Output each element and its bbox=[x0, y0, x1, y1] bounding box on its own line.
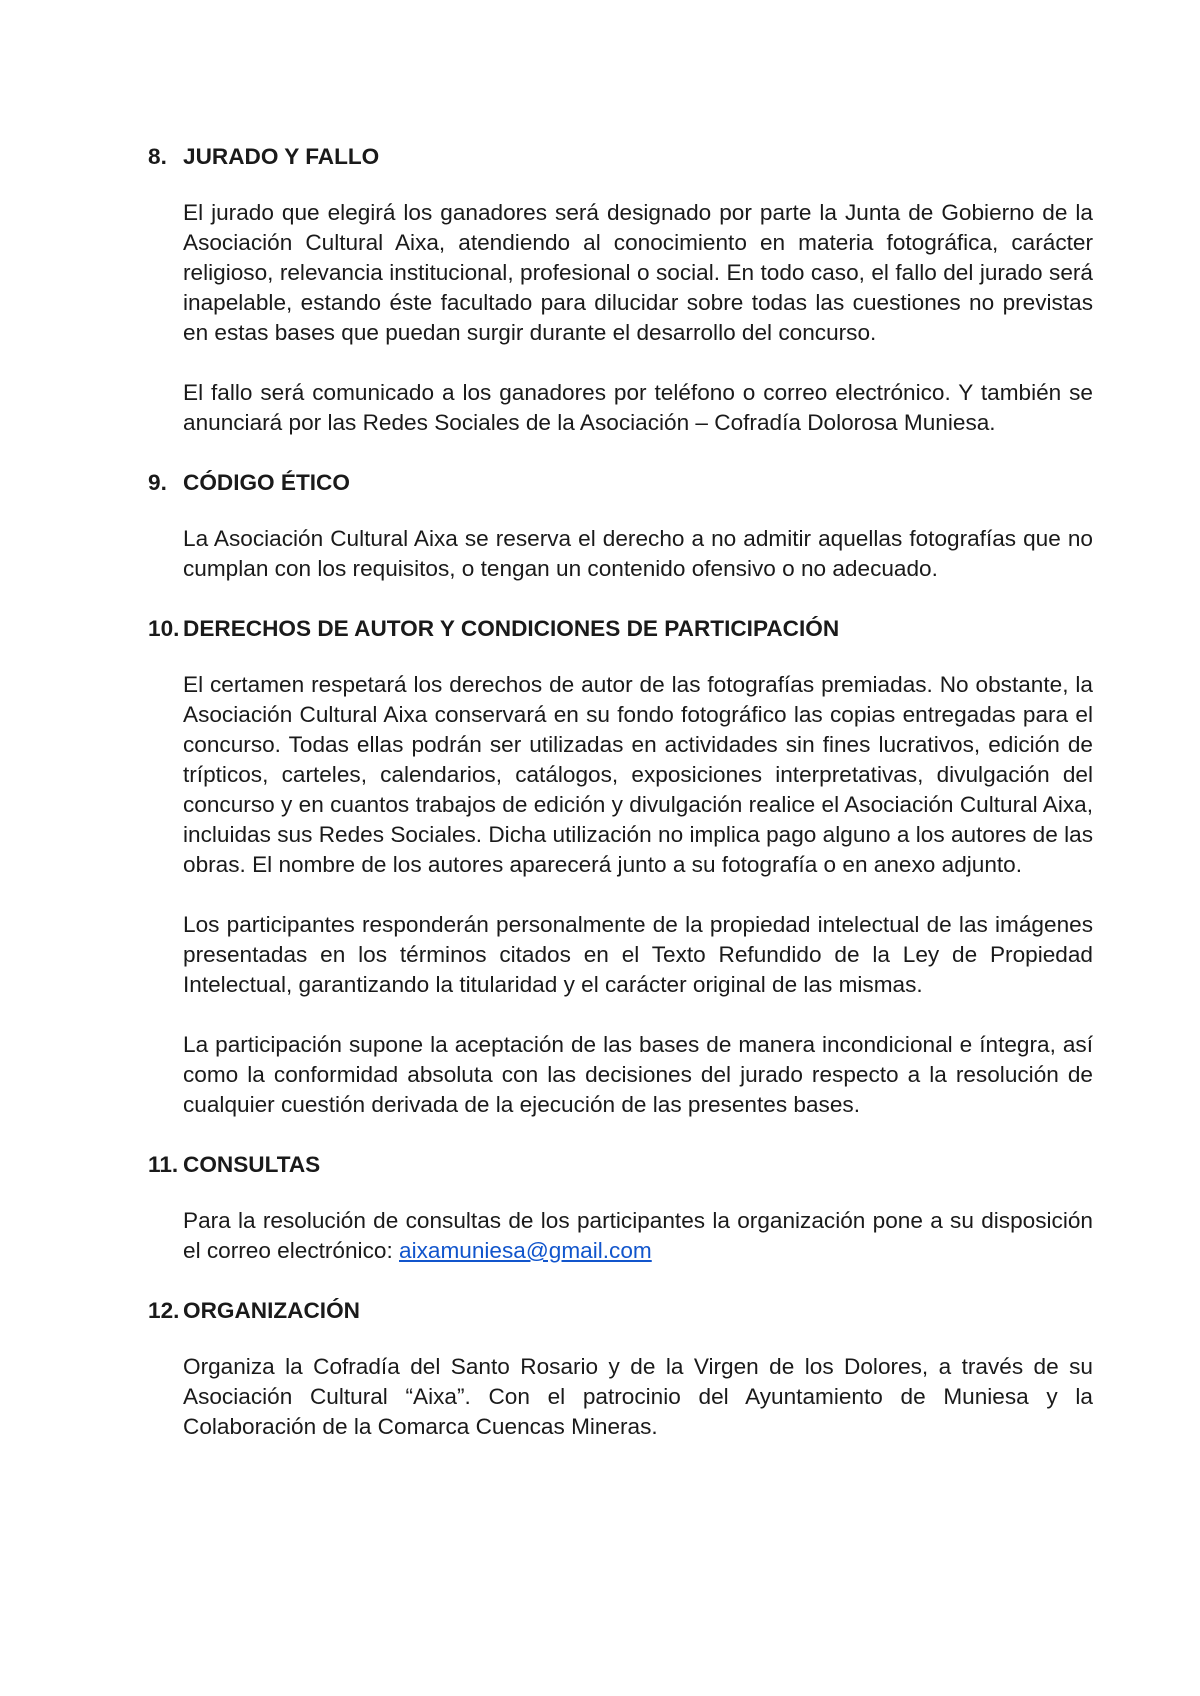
section-jurado-y-fallo bbox=[148, 142, 1093, 438]
section-number: 9. bbox=[148, 470, 167, 495]
section-heading bbox=[148, 614, 1093, 644]
section-title: CONSULTAS bbox=[183, 1152, 321, 1177]
section-number: 8. bbox=[148, 144, 167, 169]
section-heading bbox=[148, 1150, 1093, 1180]
section-codigo-etico bbox=[148, 468, 1093, 584]
section-title: JURADO Y FALLO bbox=[183, 144, 380, 169]
section-title: DERECHOS DE AUTOR Y CONDICIONES DE PARTICIPACIÓN bbox=[183, 616, 840, 641]
paragraph: La participación supone la aceptación de las bases de manera incondicional e íntegra, así como la conformidad absoluta con las decisiones del jurado respecto a la resolución de cualquier cuestión derivada de la ejecución de las presentes bases. bbox=[183, 1032, 1093, 1117]
section-number: 11. bbox=[148, 1152, 179, 1177]
paragraph: El fallo será comunicado a los ganadores por teléfono o correo electrónico. Y también se anunciará por las Redes Sociales de la Asociación – Cofradía Dolorosa Muniesa. bbox=[183, 380, 1093, 435]
section-number: 10. bbox=[148, 616, 180, 641]
section-heading bbox=[148, 142, 1093, 172]
section-title: ORGANIZACIÓN bbox=[183, 1298, 360, 1323]
section-consultas bbox=[148, 1150, 1093, 1266]
section-derechos-de-autor bbox=[148, 614, 1093, 1120]
paragraph: Los participantes responderán personalmente de la propiedad intelectual de las imágenes presentadas en los términos citados en el Texto Refundido de la Ley de Propiedad Intelectual, garantizando la titularidad y el carácter original de las mismas. bbox=[183, 912, 1093, 997]
section-heading bbox=[148, 468, 1093, 498]
section-organizacion bbox=[148, 1296, 1093, 1442]
paragraph: El certamen respetará los derechos de autor de las fotografías premiadas. No obstante, la Asociación Cultural Aixa conservará en su fondo fotográfico las copias entregadas para el concurso. Todas ellas podrán ser utilizadas en actividades sin fines lucrativos, edición de trípticos, carteles, calendarios, catálogos, exposiciones interpretativas, divulgación del concurso y en cuantos trabajos de edición y divulgación realice el Asociación Cultural Aixa, incluidas sus Redes Sociales. Dicha utilización no implica pago alguno a los autores de las obras. El nombre de los autores aparecerá junto a su fotografía o en anexo adjunto. bbox=[183, 672, 1093, 877]
email-link[interactable]: aixamuniesa@gmail.com bbox=[399, 1238, 652, 1263]
paragraph: El jurado que elegirá los ganadores será designado por parte la Junta de Gobierno de la Asociación Cultural Aixa, atendiendo al conocimiento en materia fotográfica, carácter religioso, relevancia institucional, profesional o social. En todo caso, el fallo del jurado será inapelable, estando éste facultado para dilucidar sobre todas las cuestiones no previstas en estas bases que puedan surgir durante el desarrollo del concurso. bbox=[183, 200, 1093, 345]
paragraph: Organiza la Cofradía del Santo Rosario y de la Virgen de los Dolores, a través de su Asociación Cultural “Aixa”. Con el patrocinio del Ayuntamiento de Muniesa y la Colaboración de la Comarca Cuencas Mineras. bbox=[183, 1354, 1093, 1439]
section-title: CÓDIGO ÉTICO bbox=[183, 470, 350, 495]
section-heading bbox=[148, 1296, 1093, 1326]
paragraph: La Asociación Cultural Aixa se reserva el derecho a no admitir aquellas fotografías que no cumplan con los requisitos, o tengan un contenido ofensivo o no adecuado. bbox=[183, 526, 1093, 581]
paragraph bbox=[183, 1206, 1093, 1266]
section-number: 12. bbox=[148, 1298, 180, 1323]
paragraph-text: Para la resolución de consultas de los participantes la organización pone a su disposición el correo electrónico: bbox=[183, 1208, 1093, 1263]
